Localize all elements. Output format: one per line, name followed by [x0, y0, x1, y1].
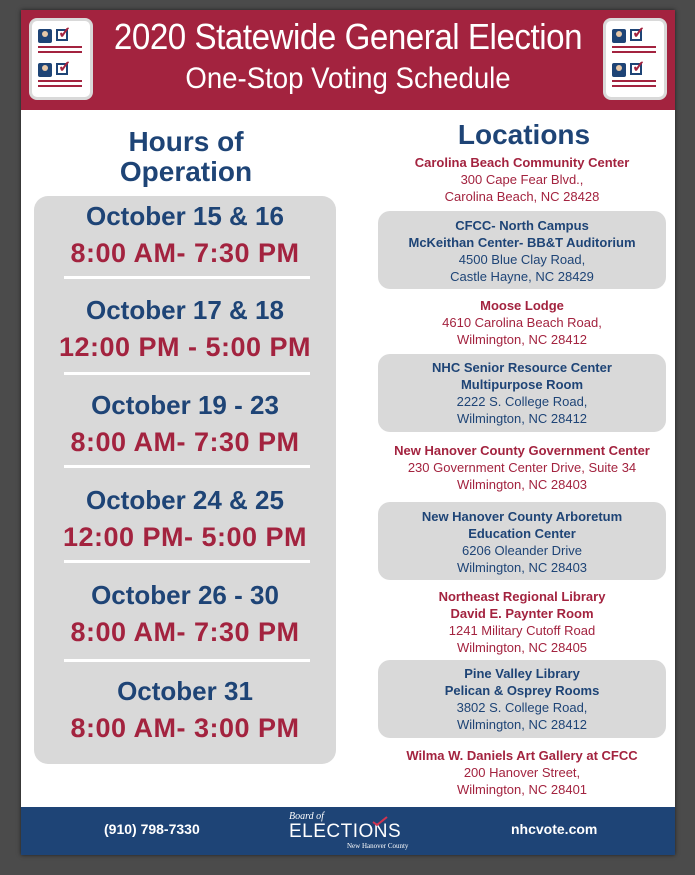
hours-slot: October 17 & 18 12:00 PM - 5:00 PM [58, 295, 312, 362]
location-item: Moose Lodge 4610 Carolina Beach Road, Wilmington, NC 28412 [442, 298, 602, 347]
locations-heading: Locations [457, 119, 591, 150]
location-item: CFCC- North Campus McKeithan Center- BB&T Auditorium 4500 Blue Clay Road, Castle Hayne, NC 28429 [378, 211, 666, 289]
location-item: Wilma W. Daniels Art Gallery at CFCC 200 Hanover Street, Wilmington, NC 28401 [406, 748, 638, 797]
footer [21, 807, 675, 855]
check-icon: ✓ [632, 25, 646, 42]
page-title: 2020 Statewide General Election [113, 16, 583, 57]
flyer-page [21, 10, 675, 855]
website-link[interactable]: nhcvote.com [511, 821, 598, 837]
phone-number[interactable]: (910) 798-7330 [104, 821, 200, 837]
divider [64, 560, 310, 563]
location-item: Northeast Regional Library David E. Paynter Room 1241 Military Cutoff Road Wilmington, NC 28405 [438, 589, 606, 655]
location-item: New Hanover County Arboretum Education Center 6206 Oleander Drive Wilmington, NC 28403 [378, 502, 666, 580]
hours-slot: October 26 - 30 8:00 AM- 7:30 PM [70, 580, 300, 647]
hours-slot: October 31 8:00 AM- 3:00 PM [70, 676, 300, 743]
hours-panel [34, 196, 336, 764]
check-icon: ✓ [632, 59, 646, 76]
location-item: New Hanover County Government Center 230 Government Center Drive, Suite 34 Wilmington, NC 28403 [394, 443, 650, 492]
hours-slot: October 19 - 23 8:00 AM- 7:30 PM [70, 390, 300, 457]
check-icon: ✓ [58, 25, 72, 42]
location-item: NHC Senior Resource Center Multipurpose Room 2222 S. College Road, Wilmington, NC 28412 [378, 354, 666, 432]
location-item: Carolina Beach Community Center 300 Cape Fear Blvd., Carolina Beach, NC 28428 [414, 155, 630, 204]
hours-slot: October 15 & 16 8:00 AM- 7:30 PM [70, 201, 300, 268]
check-icon [372, 816, 388, 826]
divider [64, 465, 310, 468]
page-subtitle: One-Stop Voting Schedule [185, 62, 511, 95]
hours-slot: October 24 & 25 12:00 PM- 5:00 PM [62, 485, 308, 552]
divider [64, 276, 310, 279]
check-icon: ✓ [58, 59, 72, 76]
divider [64, 659, 310, 662]
divider [64, 372, 310, 375]
hours-heading: Hours of Operation [119, 126, 253, 187]
ballot-icon [603, 18, 667, 100]
board-of-elections-logo: Board of ELECTIONS New Hanover County [289, 811, 409, 850]
header-banner [21, 10, 675, 110]
location-item: Pine Valley Library Pelican & Osprey Rooms 3802 S. College Road, Wilmington, NC 28412 [378, 660, 666, 738]
